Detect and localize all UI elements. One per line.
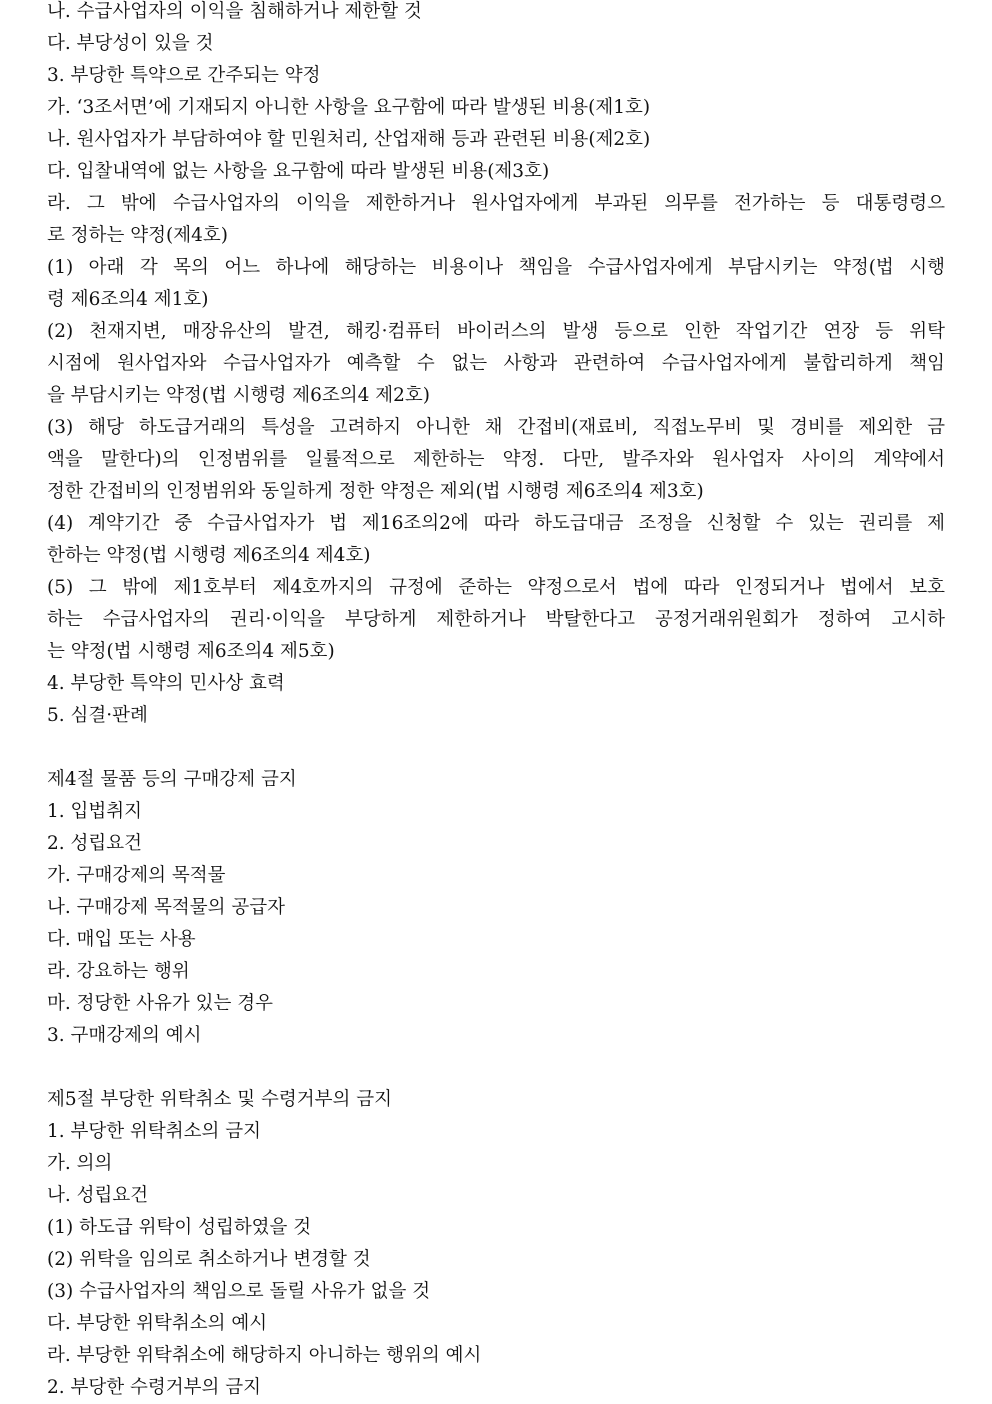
text-line: 나. 구매강제 목적물의 공급자 [47,897,285,918]
blank-line [47,732,945,764]
text-line: 한하는 약정(법 시행령 제6조의4 제4호) [47,545,371,566]
text-line: 하는 수급사업자의 권리·이익을 부당하게 제한하거나 박탈한다고 공정거래위원회가 정하여 고시하 [47,609,945,630]
text-line: 가. 구매강제의 목적물 [47,865,226,886]
text-line: 을 부담시키는 약정(법 시행령 제6조의4 제2호) [47,385,430,406]
text-line: 1. 부당한 위탁취소의 금지 [47,1121,262,1142]
text-line: (2) 위탁을 임의로 취소하거나 변경할 것 [47,1249,371,1270]
blank-line [47,1052,945,1084]
text-line: 5. 심결·판례 [47,705,148,726]
text-line: 액을 말한다)의 인정범위를 일률적으로 제한하는 약정. 다만, 발주자와 원사업자 사이의 계약에서 [47,449,945,470]
text-line: (5) 그 밖에 제1호부터 제4호까지의 규정에 준하는 약정으로서 법에 따라 인정되거나 법에서 보호 [47,577,945,598]
text-line: 나. 수급사업자의 이익을 침해하거나 제한할 것 [47,1,422,22]
text-line: 나. 성립요건 [47,1185,149,1206]
text-line: (3) 해당 하도급거래의 특성을 고려하지 아니한 채 간접비(재료비, 직접노무비 및 경비를 제외한 금 [47,417,945,438]
text-line: 가. ‘3조서면’에 기재되지 아니한 사항을 요구함에 따라 발생된 비용(제1호) [47,97,651,118]
text-line: 3. 부당한 특약으로 간주되는 약정 [47,65,321,86]
text-line: 는 약정(법 시행령 제6조의4 제5호) [47,641,335,662]
text-line: 제4절 물품 등의 구매강제 금지 [47,769,297,790]
text-line: 라. 강요하는 행위 [47,961,190,982]
text-line: 다. 매입 또는 사용 [47,929,196,950]
text-line: 제5절 부당한 위탁취소 및 수령거부의 금지 [47,1089,392,1110]
text-line: 로 정하는 약정(제4호) [47,225,228,246]
text-line: 가. 의의 [47,1153,113,1174]
text-line: 다. 입찰내역에 없는 사항을 요구함에 따라 발생된 비용(제3호) [47,161,550,182]
document-body [47,0,945,1404]
text-line: (1) 하도급 위탁이 성립하였을 것 [47,1217,312,1238]
text-line: 나. 원사업자가 부담하여야 할 민원처리, 산업재해 등과 관련된 비용(제2호) [47,129,651,150]
text-line: 1. 입법취지 [47,801,143,822]
text-line: 다. 부당한 위탁취소의 예시 [47,1313,268,1334]
text-line: (2) 천재지변, 매장유산의 발견, 해킹·컴퓨터 바이러스의 발생 등으로 인한 작업기간 연장 등 위탁 [47,321,945,342]
text-line: 라. 부당한 위탁취소에 해당하지 아니하는 행위의 예시 [47,1345,482,1366]
text-line: (4) 계약기간 중 수급사업자가 법 제16조의2에 따라 하도급대금 조정을 신청할 수 있는 권리를 제 [47,513,945,534]
text-line: 마. 정당한 사유가 있는 경우 [47,993,273,1014]
text-line: 2. 성립요건 [47,833,143,854]
text-line: 령 제6조의4 제1호) [47,289,209,310]
text-line: 4. 부당한 특약의 민사상 효력 [47,673,285,694]
text-line: 정한 간접비의 인정범위와 동일하게 정한 약정은 제외(법 시행령 제6조의4 제3호) [47,481,704,502]
text-line: 라. 그 밖에 수급사업자의 이익을 제한하거나 원사업자에게 부과된 의무를 전가하는 등 대통령령으 [47,193,945,214]
text-line: (1) 아래 각 목의 어느 하나에 해당하는 비용이나 책임을 수급사업자에게 부담시키는 약정(법 시행 [47,257,945,278]
text-line: 2. 부당한 수령거부의 금지 [47,1377,262,1398]
text-line: 다. 부당성이 있을 것 [47,33,214,54]
text-line: (3) 수급사업자의 책임으로 돌릴 사유가 없을 것 [47,1281,431,1302]
text-line: 시점에 원사업자와 수급사업자가 예측할 수 없는 사항과 관련하여 수급사업자에게 불합리하게 책임 [47,353,945,374]
text-line: 3. 구매강제의 예시 [47,1025,202,1046]
